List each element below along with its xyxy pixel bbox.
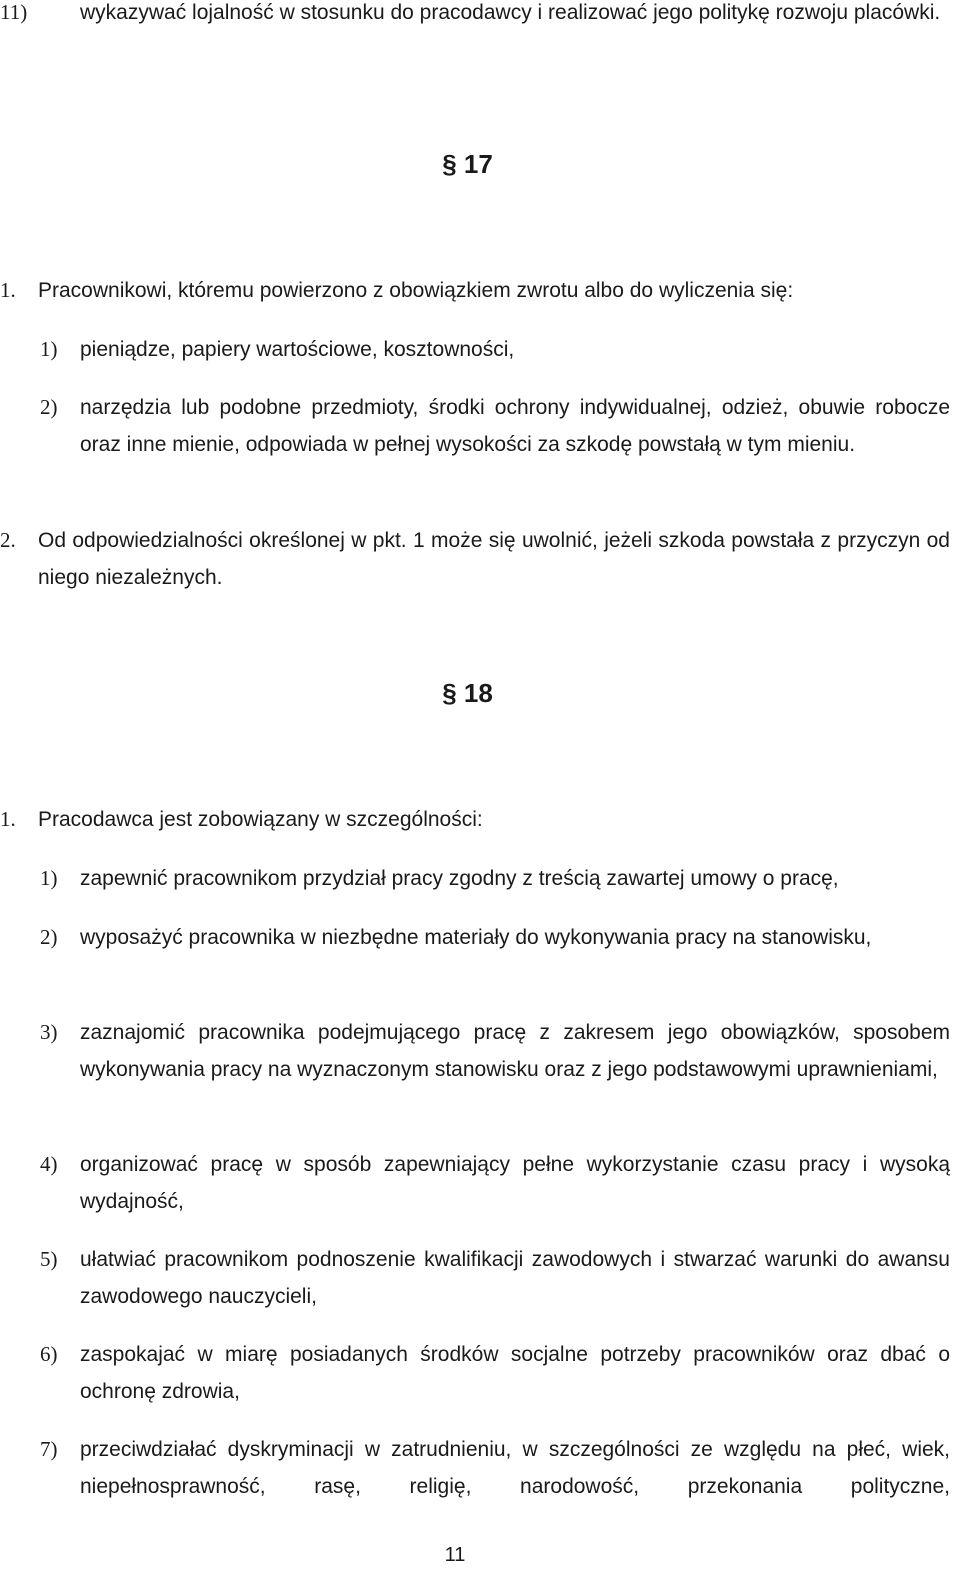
list-item-text: narzędzia lub podobne przedmioty, środki ochrony indywidualnej, odzież, obuwie robocze oraz inne mienie, odpowiada w pełnej wysokości za szkodę powstałą w tym mieniu.	[80, 396, 950, 456]
list-item-number: 4)	[40, 1152, 58, 1176]
paragraph-number: 2.	[0, 528, 16, 552]
list-item-number: 2)	[40, 395, 58, 419]
list-item-number: 6)	[40, 1342, 58, 1366]
list-item-text: zapewnić pracownikom przydział pracy zgodny z treścią zawartej umowy o pracę,	[80, 867, 839, 890]
list-item-number: 1)	[40, 337, 58, 361]
paragraph-text: Pracownikowi, któremu powierzono z obowiązkiem zwrotu albo do wyliczenia się:	[38, 279, 794, 302]
paragraph-text: Pracodawca jest zobowiązany w szczególności:	[38, 808, 483, 831]
section-heading: § 17	[442, 149, 493, 179]
list-item-number: 3)	[40, 1020, 58, 1044]
paragraph-number: 1.	[0, 278, 16, 302]
list-item-text: pieniądze, papiery wartościowe, kosztowności,	[80, 338, 515, 361]
paragraph-number: 1.	[0, 807, 16, 831]
list-item-number: 5)	[40, 1247, 58, 1271]
list-item-text: zaznajomić pracownika podejmującego pracę z zakresem jego obowiązków, sposobem wykonywania pracy na wyznaczonym stanowisku oraz z jego podstawowymi uprawnieniami,	[80, 1021, 950, 1081]
list-item-text: wyposażyć pracownika w niezbędne materiały do wykonywania pracy na stanowisku,	[80, 926, 872, 949]
list-item-text: zaspokajać w miarę posiadanych środków socjalne potrzeby pracowników oraz dbać o ochronę zdrowia,	[80, 1343, 950, 1403]
list-item-text: przeciwdziałać dyskryminacji w zatrudnieniu, w szczególności ze względu na płeć, wiek, niepełnosprawność, rasę, religię, narodowość, przekonania polityczne,	[80, 1438, 950, 1498]
list-item-text: organizować pracę w sposób zapewniający pełne wykorzystanie czasu pracy i wysoką wydajność,	[80, 1153, 950, 1213]
list-item-number: 11)	[0, 0, 28, 24]
list-item-text: wykazywać lojalność w stosunku do pracodawcy i realizować jego politykę rozwoju placówki.	[80, 1, 941, 24]
list-item-number: 1)	[40, 866, 58, 890]
list-item-number: 7)	[40, 1437, 58, 1461]
paragraph-text: Od odpowiedzialności określonej w pkt. 1 może się uwolnić, jeżeli szkoda powstała z przyczyn od niego niezależnych.	[38, 529, 950, 589]
list-item-text: ułatwiać pracownikom podnoszenie kwalifikacji zawodowych i stwarzać warunki do awansu zawodowego nauczycieli,	[80, 1248, 950, 1308]
list-item-number: 2)	[40, 925, 58, 949]
page-number: 11	[444, 1544, 466, 1566]
section-heading: § 18	[442, 678, 493, 708]
